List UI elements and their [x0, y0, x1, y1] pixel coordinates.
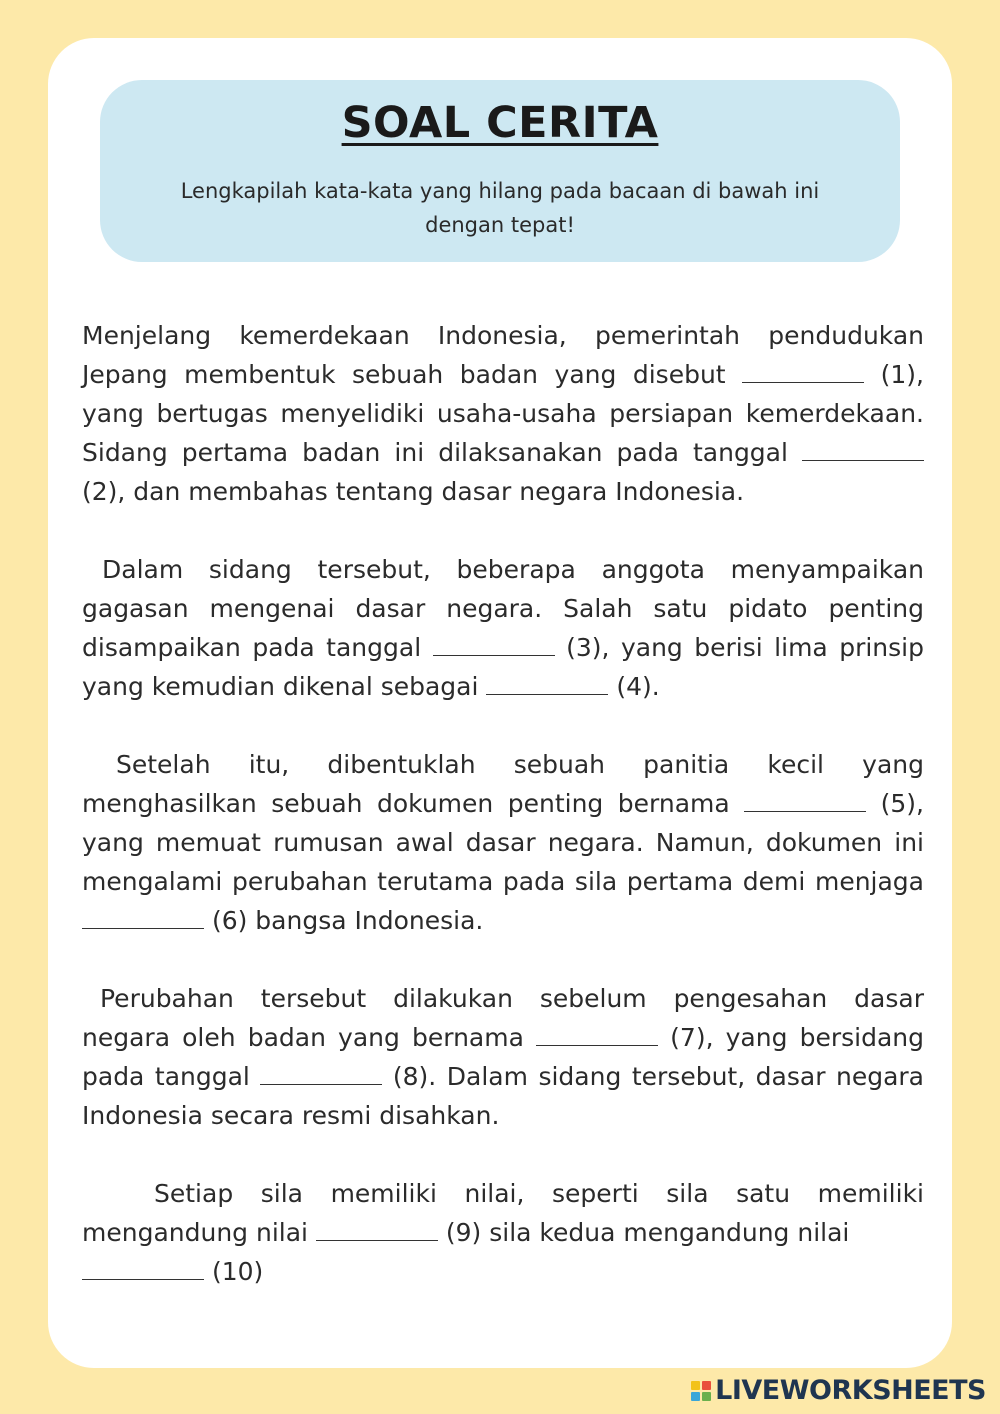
worksheet-card	[48, 38, 952, 1368]
story-passage	[82, 316, 924, 1330]
paragraph-2	[82, 550, 924, 706]
blank-2[interactable]	[802, 434, 924, 461]
blank-5[interactable]	[744, 785, 866, 812]
paragraph-text: Setiap sila memiliki nilai, seperti sila satu memiliki mengandung nilai	[82, 1179, 924, 1247]
worksheet-title: SOAL CERITA	[341, 98, 659, 148]
logo-mark-icon	[691, 1381, 711, 1401]
paragraph-text: (6) bangsa Indonesia.	[204, 906, 484, 935]
blank-4[interactable]	[486, 668, 608, 695]
header-box	[100, 80, 900, 262]
paragraph-text: (7), yang bersidang pada tanggal	[82, 1023, 924, 1091]
blank-1[interactable]	[742, 356, 864, 383]
paragraph-text: (9) sila kedua mengandung nilai	[437, 1218, 850, 1247]
liveworksheets-logo	[691, 1375, 986, 1406]
blank-3[interactable]	[433, 629, 555, 656]
blank-10[interactable]	[82, 1253, 204, 1280]
paragraph-1	[82, 316, 924, 511]
paragraph-3	[82, 745, 924, 940]
blank-9[interactable]	[316, 1214, 438, 1241]
logo-text: LIVEWORKSHEETS	[715, 1375, 986, 1406]
paragraph-4	[82, 979, 924, 1135]
instruction-text: Lengkapilah kata-kata yang hilang pada bacaan di bawah ini dengan tepat!	[180, 179, 820, 237]
paragraph-text: Menjelang kemerdekaan Indonesia, pemerintah pendudukan Jepang membentuk sebuah badan yang disebut	[82, 321, 924, 389]
blank-8[interactable]	[260, 1058, 382, 1085]
paragraph-text: (10)	[204, 1257, 264, 1286]
paragraph-text: (1), yang bertugas menyelidiki usaha-usaha persiapan kemerdekaan. Sidang pertama badan ini dilaksanakan pada tanggal	[82, 360, 924, 467]
blank-7[interactable]	[536, 1019, 658, 1046]
paragraph-text: (8). Dalam sidang tersebut, dasar negara Indonesia secara resmi disahkan.	[82, 1062, 924, 1130]
paragraph-text: (2), dan membahas tentang dasar negara Indonesia.	[82, 477, 745, 506]
paragraph-text: (5), yang memuat rumusan awal dasar negara. Namun, dokumen ini mengalami perubahan terutama pada sila pertama demi menjaga	[82, 789, 925, 896]
paragraph-text: Dalam sidang tersebut, beberapa anggota menyampaikan gagasan mengenai dasar negara. Salah satu pidato penting disampaikan pada tanggal	[82, 555, 924, 662]
paragraph-text: Perubahan tersebut dilakukan sebelum pengesahan dasar negara oleh badan yang bernama	[82, 984, 924, 1052]
blank-6[interactable]	[82, 902, 204, 929]
paragraph-5	[82, 1174, 924, 1291]
paragraph-text: Setelah itu, dibentuklah sebuah panitia kecil yang menghasilkan sebuah dokumen penting bernama	[82, 750, 924, 818]
paragraph-text: (3), yang berisi lima prinsip yang kemudian dikenal sebagai	[82, 633, 924, 701]
paragraph-text: (4).	[608, 672, 660, 701]
